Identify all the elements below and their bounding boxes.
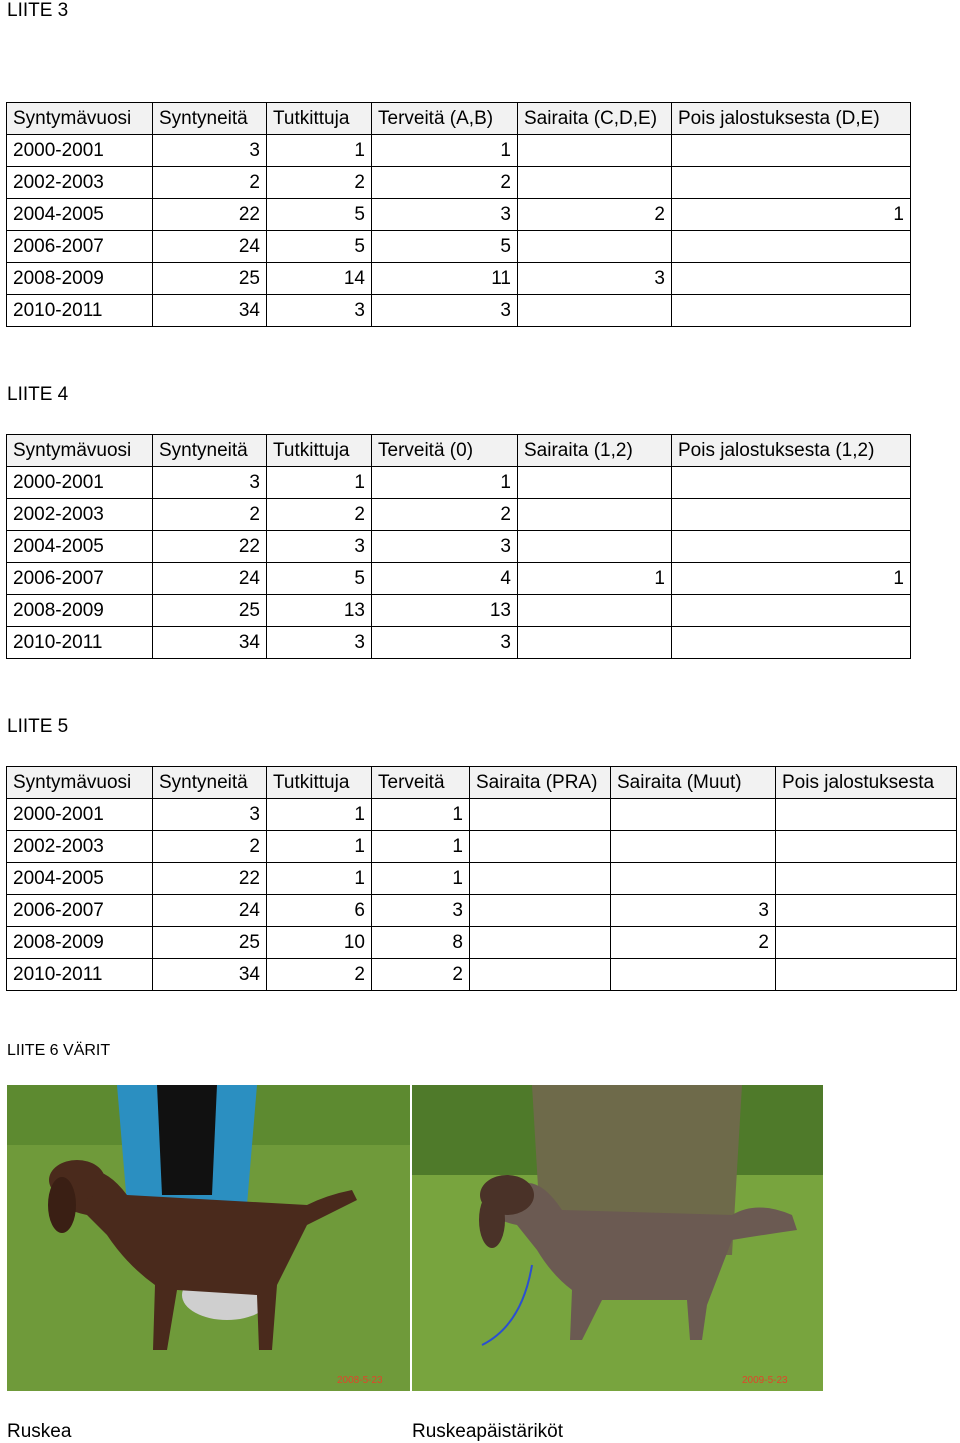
birth-year-cell: 2008-2009 (7, 927, 153, 959)
table-row (7, 895, 957, 927)
birth-year-cell: 2000-2001 (7, 135, 153, 167)
liite-4-table (6, 434, 911, 659)
table-cell: 25 (153, 263, 267, 295)
table-row (7, 467, 911, 499)
table-cell: 3 (372, 895, 470, 927)
column-header: Sairaita (PRA) (470, 767, 611, 799)
column-header: Terveitä (0) (372, 435, 518, 467)
table-row (7, 563, 911, 595)
table-row (7, 295, 911, 327)
table-cell: 1 (518, 563, 672, 595)
table-cell: 3 (372, 531, 518, 563)
table-cell: 5 (267, 563, 372, 595)
table-cell: 1 (672, 563, 911, 595)
table-cell: 22 (153, 531, 267, 563)
birth-year-cell: 2008-2009 (7, 595, 153, 627)
table-cell: 2 (153, 831, 267, 863)
table-row (7, 263, 911, 295)
liite-5-heading: LIITE 5 (7, 716, 69, 737)
caption-ruskeapaistarikot: Ruskeapäistäriköt (412, 1421, 564, 1442)
table-cell (518, 531, 672, 563)
table-row (7, 831, 957, 863)
column-header: Tutkittuja (267, 435, 372, 467)
table-cell: 34 (153, 627, 267, 659)
table-cell: 2 (518, 199, 672, 231)
photo-brown-dog (7, 1085, 410, 1391)
table-cell: 2 (372, 959, 470, 991)
photo-roan-dog (412, 1085, 823, 1391)
table-cell (518, 467, 672, 499)
table-cell (611, 799, 776, 831)
table-cell: 3 (611, 895, 776, 927)
table-cell: 2 (267, 167, 372, 199)
table-cell (470, 895, 611, 927)
birth-year-cell: 2006-2007 (7, 231, 153, 263)
table-cell (776, 927, 957, 959)
photo-date-stamp: 2009-5-23 (742, 1375, 788, 1386)
table-cell: 24 (153, 895, 267, 927)
table-cell: 2 (267, 499, 372, 531)
table-cell (518, 595, 672, 627)
table-cell: 25 (153, 595, 267, 627)
birth-year-cell: 2002-2003 (7, 167, 153, 199)
birth-year-cell: 2010-2011 (7, 627, 153, 659)
table-cell: 3 (372, 627, 518, 659)
column-header: Syntyneitä (153, 103, 267, 135)
table-cell: 3 (372, 295, 518, 327)
table-cell: 3 (153, 467, 267, 499)
column-header: Tutkittuja (267, 767, 372, 799)
table-cell: 3 (518, 263, 672, 295)
table-row (7, 499, 911, 531)
table-cell (672, 627, 911, 659)
table-cell (672, 595, 911, 627)
table-cell: 2 (372, 167, 518, 199)
table-cell (672, 295, 911, 327)
table-row (7, 531, 911, 563)
table-cell: 3 (267, 531, 372, 563)
table-cell: 5 (267, 199, 372, 231)
table-row (7, 595, 911, 627)
table-cell: 3 (267, 627, 372, 659)
liite-3-heading: LIITE 3 (7, 0, 69, 21)
table-cell (611, 831, 776, 863)
table-cell: 1 (267, 799, 372, 831)
table-cell: 34 (153, 959, 267, 991)
table-cell: 24 (153, 231, 267, 263)
table-cell (776, 831, 957, 863)
table-cell: 34 (153, 295, 267, 327)
table-cell: 8 (372, 927, 470, 959)
table-cell (470, 831, 611, 863)
liite-4-heading: LIITE 4 (7, 384, 69, 405)
column-header: Sairaita (1,2) (518, 435, 672, 467)
table-cell: 2 (153, 499, 267, 531)
liite-5-table (6, 766, 957, 991)
table-cell: 1 (372, 831, 470, 863)
table-cell: 3 (153, 135, 267, 167)
table-cell (672, 231, 911, 263)
column-header: Sairaita (Muut) (611, 767, 776, 799)
table-cell: 1 (267, 135, 372, 167)
table-cell (518, 499, 672, 531)
table-cell (672, 263, 911, 295)
birth-year-cell: 2004-2005 (7, 531, 153, 563)
birth-year-cell: 2006-2007 (7, 563, 153, 595)
table-cell: 14 (267, 263, 372, 295)
birth-year-cell: 2008-2009 (7, 263, 153, 295)
table-cell (470, 927, 611, 959)
table-cell: 2 (267, 959, 372, 991)
table-cell (672, 499, 911, 531)
table-cell: 22 (153, 199, 267, 231)
birth-year-cell: 2010-2011 (7, 959, 153, 991)
table-cell: 4 (372, 563, 518, 595)
birth-year-cell: 2002-2003 (7, 499, 153, 531)
birth-year-cell: 2000-2001 (7, 799, 153, 831)
table-cell: 2 (372, 499, 518, 531)
table-cell (776, 863, 957, 895)
table-cell (518, 627, 672, 659)
column-header: Terveitä (372, 767, 470, 799)
table-cell: 10 (267, 927, 372, 959)
column-header: Syntymävuosi (7, 103, 153, 135)
table-cell (672, 531, 911, 563)
column-header: Syntyneitä (153, 435, 267, 467)
table-cell (611, 959, 776, 991)
table-cell: 25 (153, 927, 267, 959)
column-header: Syntymävuosi (7, 767, 153, 799)
table-cell (518, 167, 672, 199)
table-cell (518, 295, 672, 327)
table-cell (611, 863, 776, 895)
table-cell: 1 (267, 863, 372, 895)
column-header: Syntymävuosi (7, 435, 153, 467)
birth-year-cell: 2010-2011 (7, 295, 153, 327)
table-row (7, 199, 911, 231)
table-cell: 13 (372, 595, 518, 627)
table-cell (672, 467, 911, 499)
table-cell (470, 863, 611, 895)
column-header: Tutkittuja (267, 103, 372, 135)
table-cell: 1 (372, 863, 470, 895)
photo-date-stamp: 2008-5-23 (337, 1375, 383, 1386)
table-cell: 6 (267, 895, 372, 927)
table-cell: 5 (372, 231, 518, 263)
table-cell (518, 231, 672, 263)
table-row (7, 799, 957, 831)
table-cell (776, 959, 957, 991)
liite-3-table (6, 102, 911, 327)
table-cell: 22 (153, 863, 267, 895)
table-row (7, 927, 957, 959)
table-cell (470, 959, 611, 991)
column-header: Pois jalostuksesta (1,2) (672, 435, 911, 467)
table-cell: 1 (372, 467, 518, 499)
column-header: Terveitä (A,B) (372, 103, 518, 135)
table-cell: 1 (372, 799, 470, 831)
table-cell: 13 (267, 595, 372, 627)
birth-year-cell: 2000-2001 (7, 467, 153, 499)
table-cell: 3 (153, 799, 267, 831)
table-cell (776, 799, 957, 831)
column-header: Syntyneitä (153, 767, 267, 799)
table-row (7, 959, 957, 991)
table-cell: 3 (372, 199, 518, 231)
table-row (7, 167, 911, 199)
table-row (7, 231, 911, 263)
table-cell: 1 (267, 831, 372, 863)
table-cell (672, 135, 911, 167)
table-cell: 3 (267, 295, 372, 327)
table-cell (470, 799, 611, 831)
table-row (7, 863, 957, 895)
table-row (7, 135, 911, 167)
table-cell (518, 135, 672, 167)
table-cell: 1 (267, 467, 372, 499)
column-header: Pois jalostuksesta (776, 767, 957, 799)
birth-year-cell: 2004-2005 (7, 863, 153, 895)
table-cell (672, 167, 911, 199)
table-cell: 2 (153, 167, 267, 199)
table-cell (776, 895, 957, 927)
table-row (7, 627, 911, 659)
column-header: Pois jalostuksesta (D,E) (672, 103, 911, 135)
liite-6-heading: LIITE 6 VÄRIT (7, 1042, 111, 1059)
birth-year-cell: 2002-2003 (7, 831, 153, 863)
column-header: Sairaita (C,D,E) (518, 103, 672, 135)
table-cell: 11 (372, 263, 518, 295)
table-cell: 24 (153, 563, 267, 595)
birth-year-cell: 2004-2005 (7, 199, 153, 231)
table-cell: 5 (267, 231, 372, 263)
table-cell: 1 (372, 135, 518, 167)
table-cell: 2 (611, 927, 776, 959)
table-cell: 1 (672, 199, 911, 231)
birth-year-cell: 2006-2007 (7, 895, 153, 927)
caption-ruskea: Ruskea (7, 1421, 72, 1442)
